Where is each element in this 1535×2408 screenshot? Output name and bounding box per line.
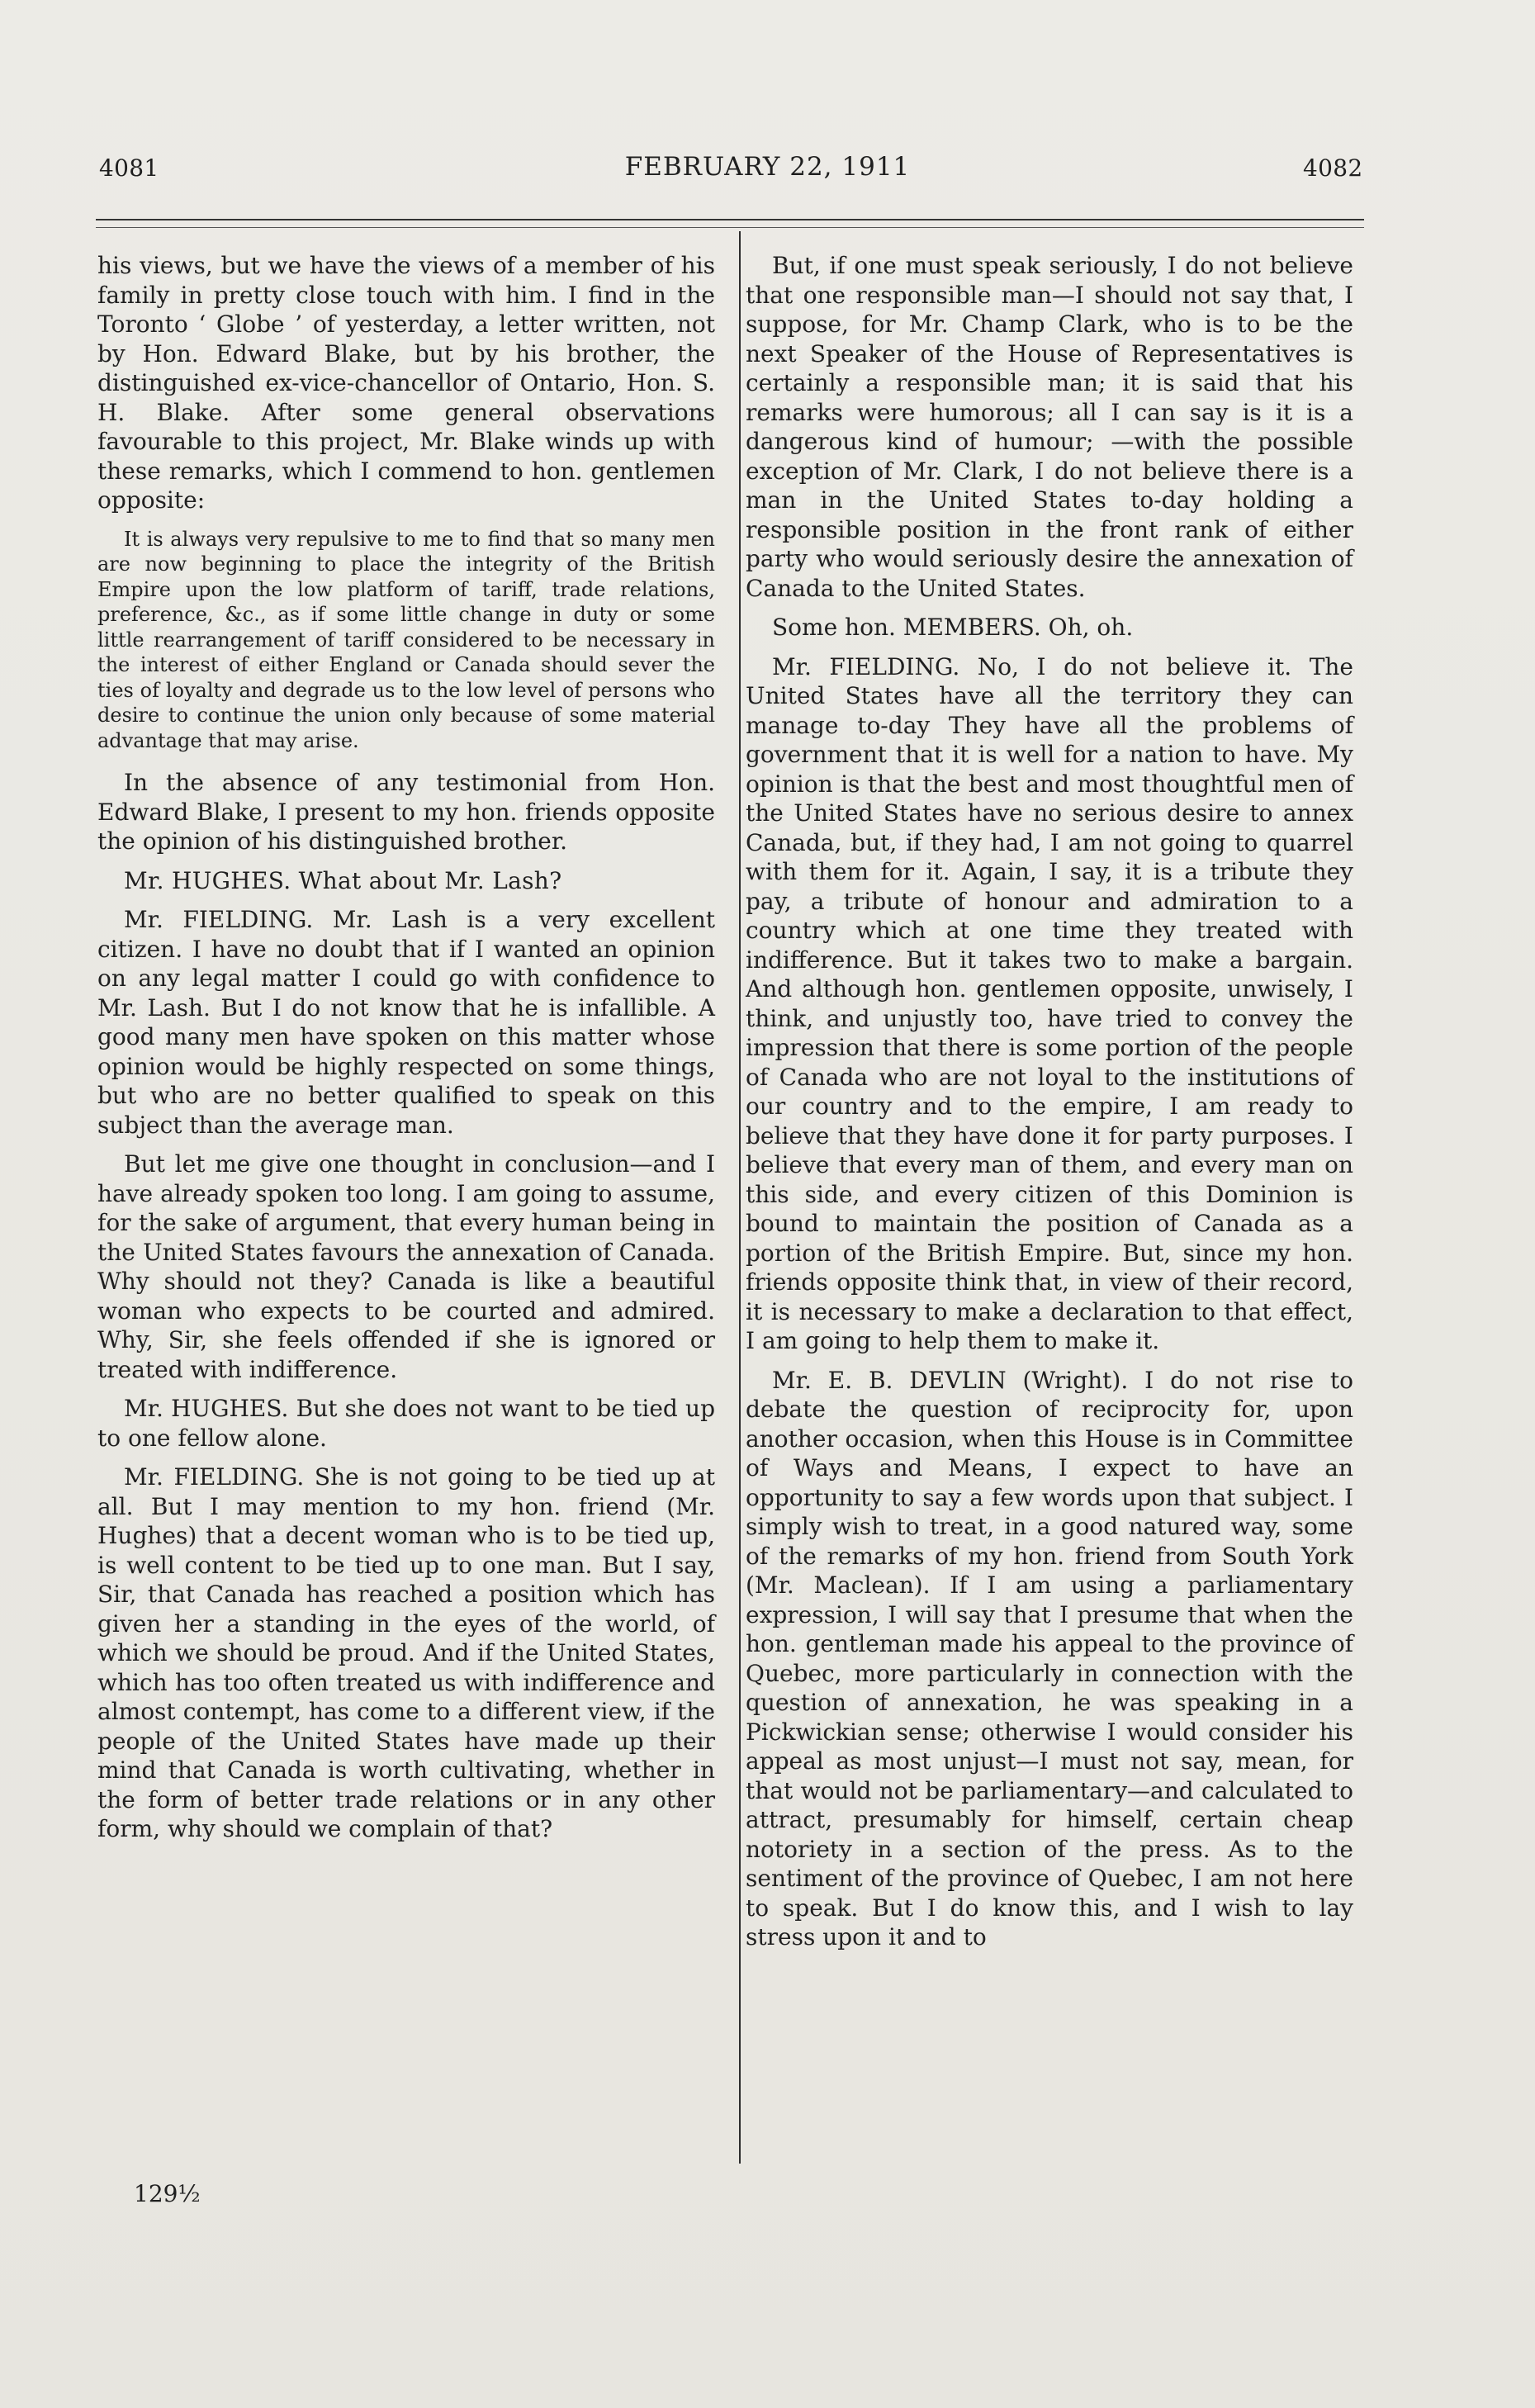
hughes-interjection: Mr. HUGHES. But she does not want to be tied up to one fellow alone.: [97, 1395, 715, 1452]
members-interjection: Some hon. MEMBERS. Oh, oh.: [772, 614, 1134, 641]
fielding-conclusion: But let me give one thought in conclusion—and I have already spoken too long. I am going to assume, for the sake of argument, that every human being in the United States favours the annexation of Canada. Why should not they? Canada is like a beautiful woman who expects to be courted and admired. Why, Sir, she feels offended if she is ignored or treated with indifference.: [97, 1150, 715, 1383]
left-paragraph-1: his views, but we have the views of a member of his family in pretty close touch with him. I find in the Toronto ‘ Globe ’ of yesterday, a letter written, not by Hon. Edward Blake, but by his brother, the distinguished ex-vice-chancellor of Ontario, Hon. S. H. Blake. After some general observations favourable to this project, Mr. Blake winds up with these remarks, which I commend to hon. gentlemen opposite:: [97, 252, 715, 514]
devlin-speech: Mr. E. B. DEVLIN (Wright). I do not rise to debate the question of reciprocity for, upon another occasion, when this House is in Committee of Ways and Means, I expect to have an opportunity to say a few words upon that subject. I simply wish to treat, in a good natured way, some of the remarks of my hon. friend from South York (Mr. Maclean). If I am using a parliamentary expression, I will say that I presume that when the hon. gentleman made his appeal to the province of Quebec, more particularly in connection with the question of annexation, he was speaking in a Pickwickian sense; otherwise I would consider his appeal as most unjust—I must not say, mean, for that would not be parliamentary—and calculated to attract, presumably for himself, certain cheap notoriety in a section of the press. As to the sentiment of the province of Quebec, I am not here to speak. But I do know this, and I wish to lay stress upon it and to: [746, 1366, 1353, 1951]
fielding-reply: Mr. FIELDING. She is not going to be tied up at all. But I may mention to my hon. friend (Mr. Hughes) that a decent woman who is to be tied up, is well content to be tied up to one man. But I say, Sir, that Canada has reached a position which has given her a standing in the eyes of the world, of which we should be proud. And if the United States, which has too often treated us with indifference and almost contempt, has come to a different view, if the people of the United States have made up their mind that Canada is worth cultivating, whether in the form of better trade relations or in any other form, why should we complain of that?: [97, 1463, 715, 1842]
left-column: [97, 251, 715, 1844]
blake-quotation: It is always very repulsive to me to find that so many men are now beginning to place the integrity of the British Empire upon the low platform of tariff, trade relations, preference, &c., as if some little change in duty or some little rearrangement of tariff considered to be necessary in the interest of either England or Canada should sever the ties of loyalty and degrade us to the low level of persons who desire to continue the union only because of some material advantage that may arise.: [97, 527, 715, 752]
page-signature-mark: 129½: [134, 2180, 201, 2207]
header-rule: [96, 219, 1364, 220]
hughes-question: Mr. HUGHES. What about Mr. Lash?: [124, 866, 562, 894]
column-divider: [739, 231, 741, 2164]
header-rule-secondary: [96, 227, 1364, 228]
fielding-response-lash: Mr. FIELDING. Mr. Lash is a very excellent citizen. I have no doubt that if I wanted an opinion on any legal matter I could go with confidence to Mr. Lash. But I do not know that he is infallible. A good many men have spoken on this matter whose opinion would be highly respected on some things, but who are no better qualified to speak on this subject than the average man.: [97, 906, 715, 1139]
right-page-number: 4082: [1303, 154, 1363, 182]
left-page-number: 4081: [99, 154, 159, 182]
page-date-header: FEBRUARY 22, 1911: [624, 152, 911, 182]
right-paragraph-1: But, if one must speak seriously, I do not believe that one responsible man—I should not say that, I suppose, for Mr. Champ Clark, who is to be the next Speaker of the House of Representatives is certainly a responsible man; it is said that his remarks were humorous; all I can say is it is a dangerous kind of humour; —with the possible exception of Mr. Clark, I do not believe there is a man in the United States to-day holding a responsible position in the front rank of either party who would seriously desire the annexation of Canada to the United States.: [746, 252, 1353, 602]
right-column: [746, 251, 1353, 1952]
left-paragraph-2: In the absence of any testimonial from Hon. Edward Blake, I present to my hon. friends opposite the opinion of his distinguished brother.: [97, 769, 715, 855]
fielding-territory-remark: Mr. FIELDING. No, I do not believe it. The United States have all the territory they can manage to-day They have all the problems of government that it is well for a nation to have. My opinion is that the best and most thoughtful men of the United States have no serious desire to annex Canada, but, if they had, I am not going to quarrel with them for it. Again, I say, it is a tribute they pay, a tribute of honour and admiration to a country which at one time they treated with indifference. But it takes two to make a bargain. And although hon. gentlemen opposite, unwisely, I think, and unjustly too, have tried to convey the impression that there is some portion of the people of Canada who are not loyal to the institutions of our country and to the empire, I am ready to believe that they have done it for party purposes. I believe that every man of them, and every man on this side, and every citizen of this Dominion is bound to maintain the position of Canada as a portion of the British Empire. But, since my hon. friends opposite think that, in view of their record, it is necessary to make a declaration to that effect, I am going to help them to make it.: [746, 652, 1353, 1354]
